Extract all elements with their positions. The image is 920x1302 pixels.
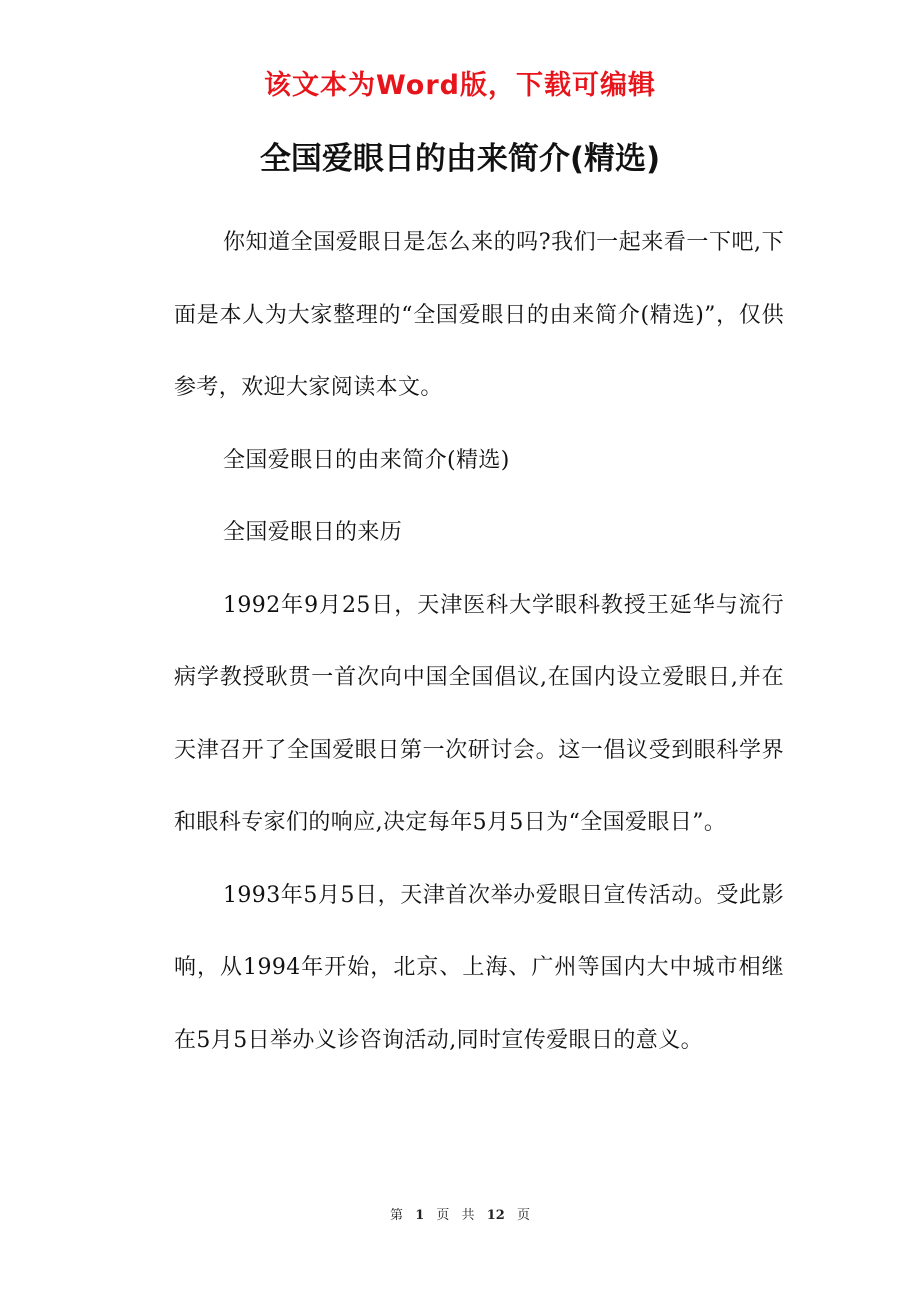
footer-total-pages: 12 xyxy=(486,1208,505,1223)
footer-total-prefix: 共 xyxy=(461,1208,475,1223)
footer-prefix: 第 xyxy=(390,1208,404,1223)
page-footer xyxy=(0,1206,920,1226)
footer-suffix: 页 xyxy=(516,1208,530,1223)
footer-page-word: 页 xyxy=(436,1208,450,1223)
document-title: 全国爱眼日的由来简介(精选) xyxy=(259,141,661,177)
paragraph-subtitle: 全国爱眼日的由来简介(精选) xyxy=(223,447,510,473)
paragraph-intro: 你知道全国爱眼日是怎么来的吗?我们一起来看一下吧,下面是本人为大家整理的“全国爱眼日的由来简介(精选)”，仅供参考，欢迎大家阅读本文。 xyxy=(174,230,784,400)
download-banner: 该文本为Word版，下载可编辑 xyxy=(263,70,656,101)
paragraph-history-heading: 全国爱眼日的来历 xyxy=(223,520,403,545)
document-body xyxy=(174,207,784,1077)
paragraph-1992: 1992年9月25日，天津医科大学眼科教授王延华与流行病学教授耿贯一首次向中国全国倡议,在国内设立爱眼日,并在天津召开了全国爱眼日第一次研讨会。这一倡议受到眼科学界和眼科专家们的响应,决定每年5月5日为“全国爱眼日”。 xyxy=(174,592,784,835)
footer-current-page: 1 xyxy=(415,1208,425,1223)
paragraph-1993: 1993年5月5日，天津首次举办爱眼日宣传活动。受此影响，从1994年开始，北京、上海、广州等国内大中城市相继在5月5日举办义诊咨询活动,同时宣传爱眼日的意义。 xyxy=(174,882,784,1053)
